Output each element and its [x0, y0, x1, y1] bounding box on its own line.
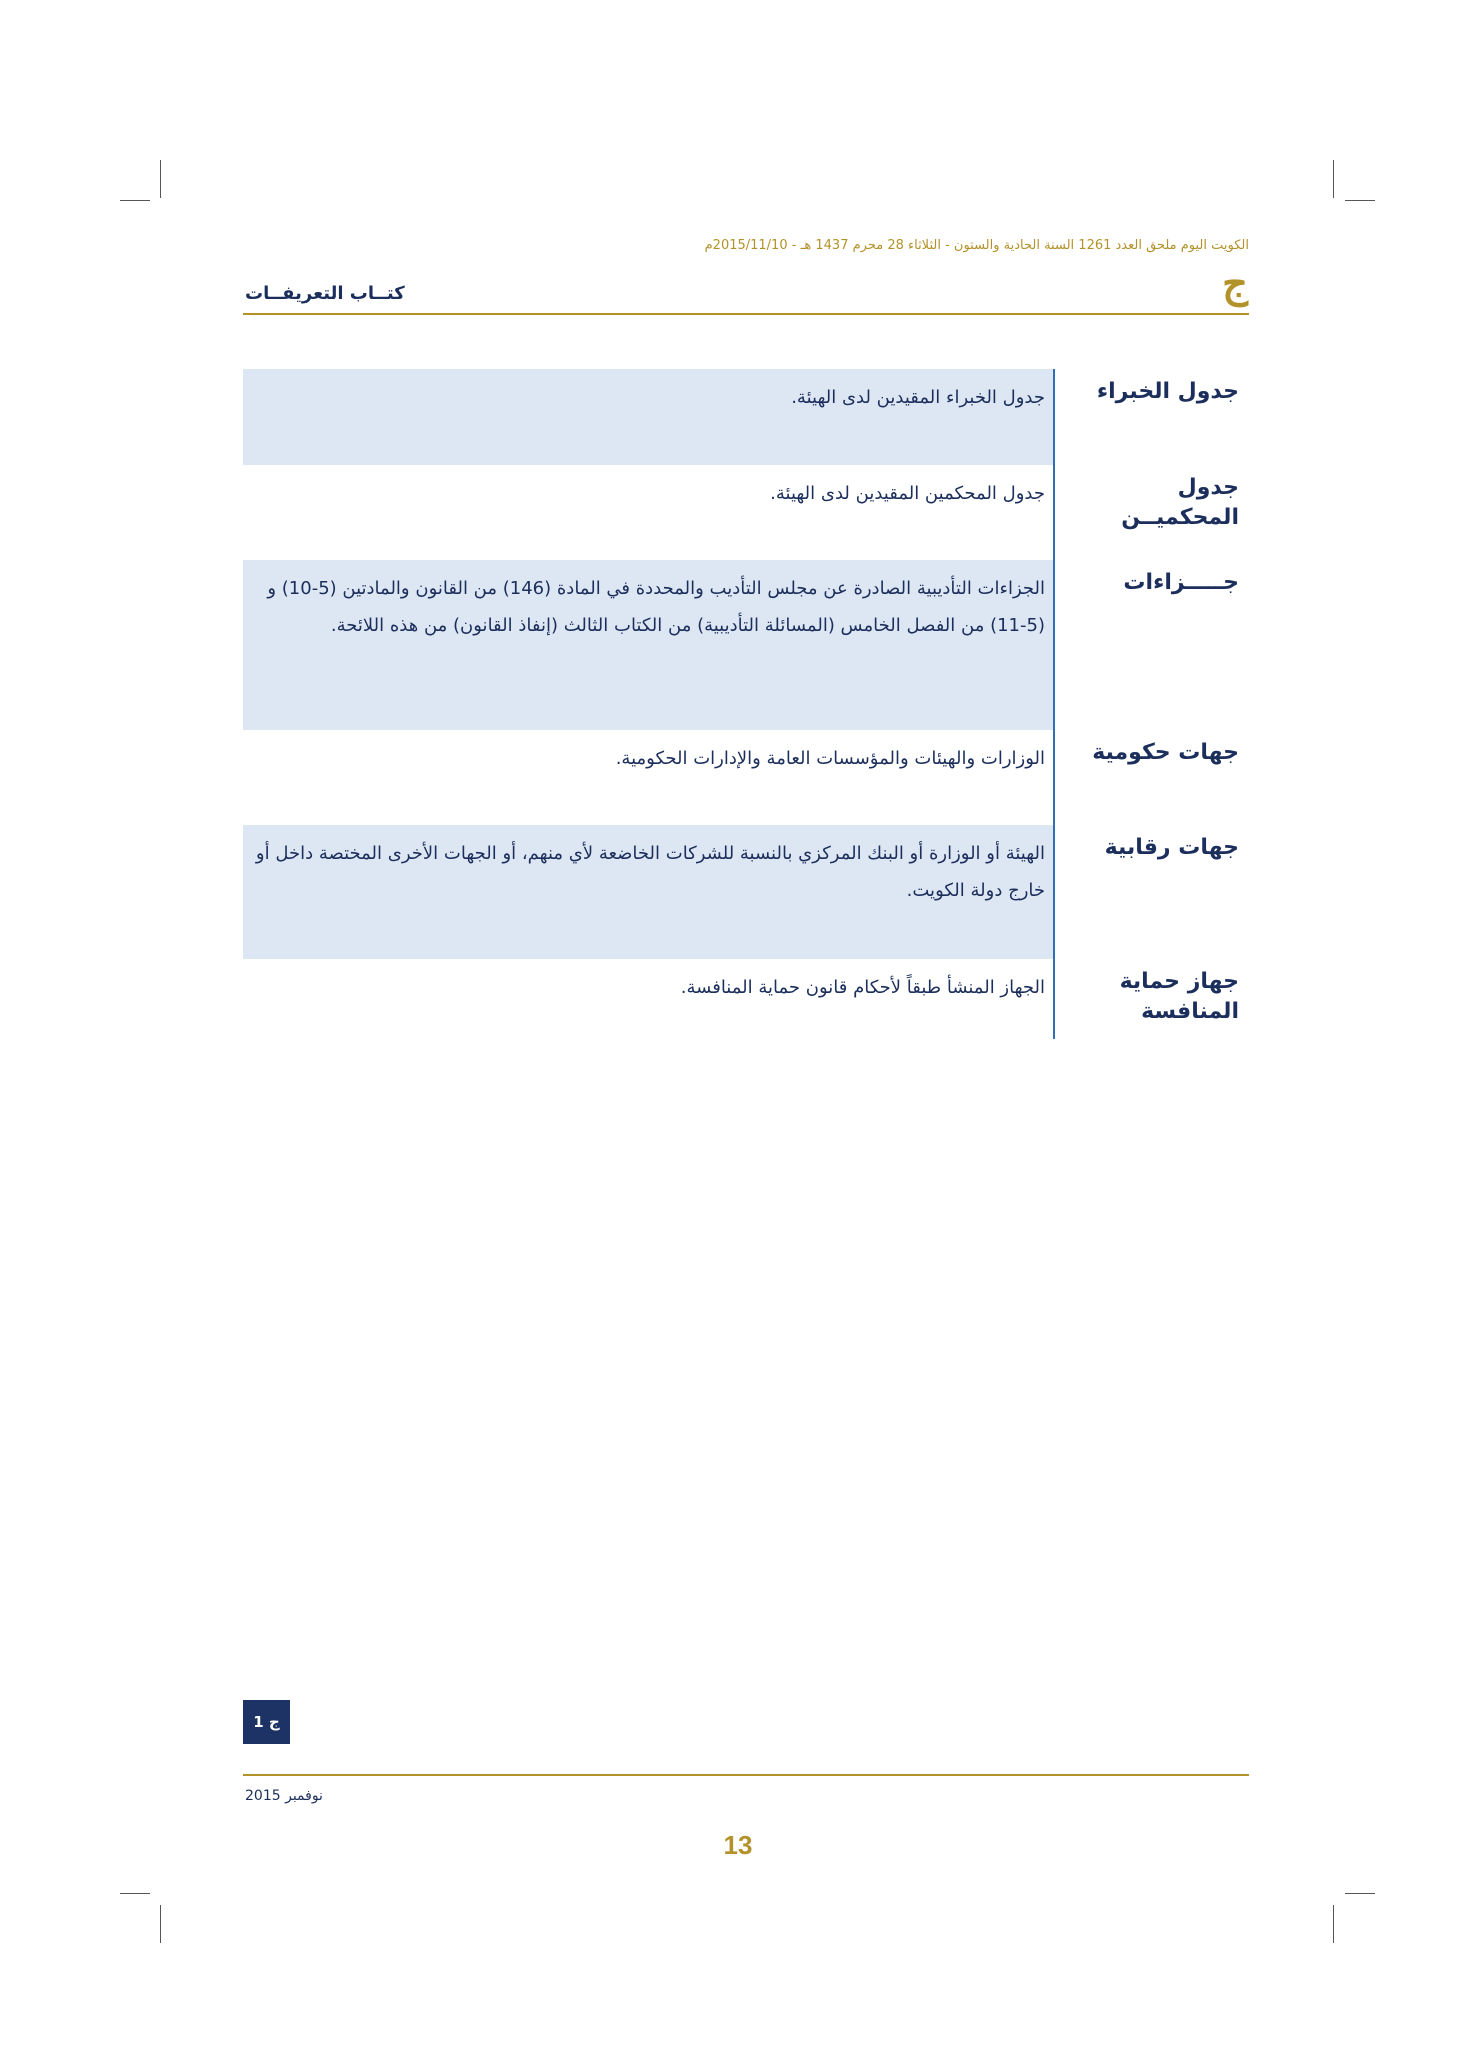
- definition-text: الجزاءات التأديبية الصادرة عن مجلس التأديب والمحددة في المادة (146) من القانون والمادتين (5-10) و (5-11) من الفصل الخامس (المسائلة التأديبية) من الكتاب الثالث (إنفاذ القانون) من هذه اللائحة.: [243, 560, 1053, 730]
- crop-mark: [1333, 1905, 1334, 1943]
- crop-mark: [1345, 200, 1375, 201]
- term-label: جهاز حماية المنافسة: [1119, 969, 1239, 1024]
- footer-date: نوفمبر 2015: [245, 1788, 323, 1804]
- crop-mark: [120, 1893, 150, 1894]
- crop-mark: [1333, 160, 1334, 198]
- footer-rule: [243, 1774, 1249, 1776]
- definition-text: جدول المحكمين المقيدين لدى الهيئة.: [770, 483, 1045, 504]
- definition-row: [243, 560, 1249, 730]
- book-title: كتــاب التعريفــات: [245, 283, 405, 304]
- term-label: جهات حكومية: [1092, 740, 1239, 765]
- crop-mark: [160, 160, 161, 198]
- definition-row: [243, 730, 1249, 825]
- term-label: جدول الخبراء: [1096, 379, 1239, 404]
- crop-mark: [120, 200, 150, 201]
- crop-mark: [160, 1905, 161, 1943]
- page-number: 13: [723, 1830, 753, 1860]
- definition-text: جدول الخبراء المقيدين لدى الهيئة.: [243, 369, 1053, 465]
- term-label: جدول المحكميــن: [1121, 475, 1239, 530]
- section-page-tag: ج 1: [243, 1700, 290, 1744]
- definition-row: [243, 959, 1249, 1039]
- definition-text: الوزارات والهيئات والمؤسسات العامة والإدارات الحكومية.: [615, 748, 1045, 769]
- definition-row: [243, 465, 1249, 560]
- definition-text: الهيئة أو الوزارة أو البنك المركزي بالنسبة للشركات الخاضعة لأي منهم، أو الجهات الأخرى المختصة داخل أو خارج دولة الكويت.: [243, 825, 1053, 959]
- definition-text: الجهاز المنشأ طبقاً لأحكام قانون حماية المنافسة.: [680, 977, 1045, 998]
- section-letter: ج: [1222, 260, 1248, 307]
- header-rule: [243, 313, 1249, 315]
- term-label: جـــــزاءات: [1123, 570, 1239, 595]
- publication-line: الكويت اليوم ملحق العدد 1261 السنة الحادية والستون - الثلاثاء 28 محرم 1437 هـ - 2015/11/10م: [704, 238, 1249, 253]
- crop-mark: [1345, 1893, 1375, 1894]
- definition-row: [243, 369, 1249, 465]
- term-label: جهات رقابية: [1104, 835, 1239, 860]
- definitions-table: [243, 369, 1249, 1039]
- definition-row: [243, 825, 1249, 959]
